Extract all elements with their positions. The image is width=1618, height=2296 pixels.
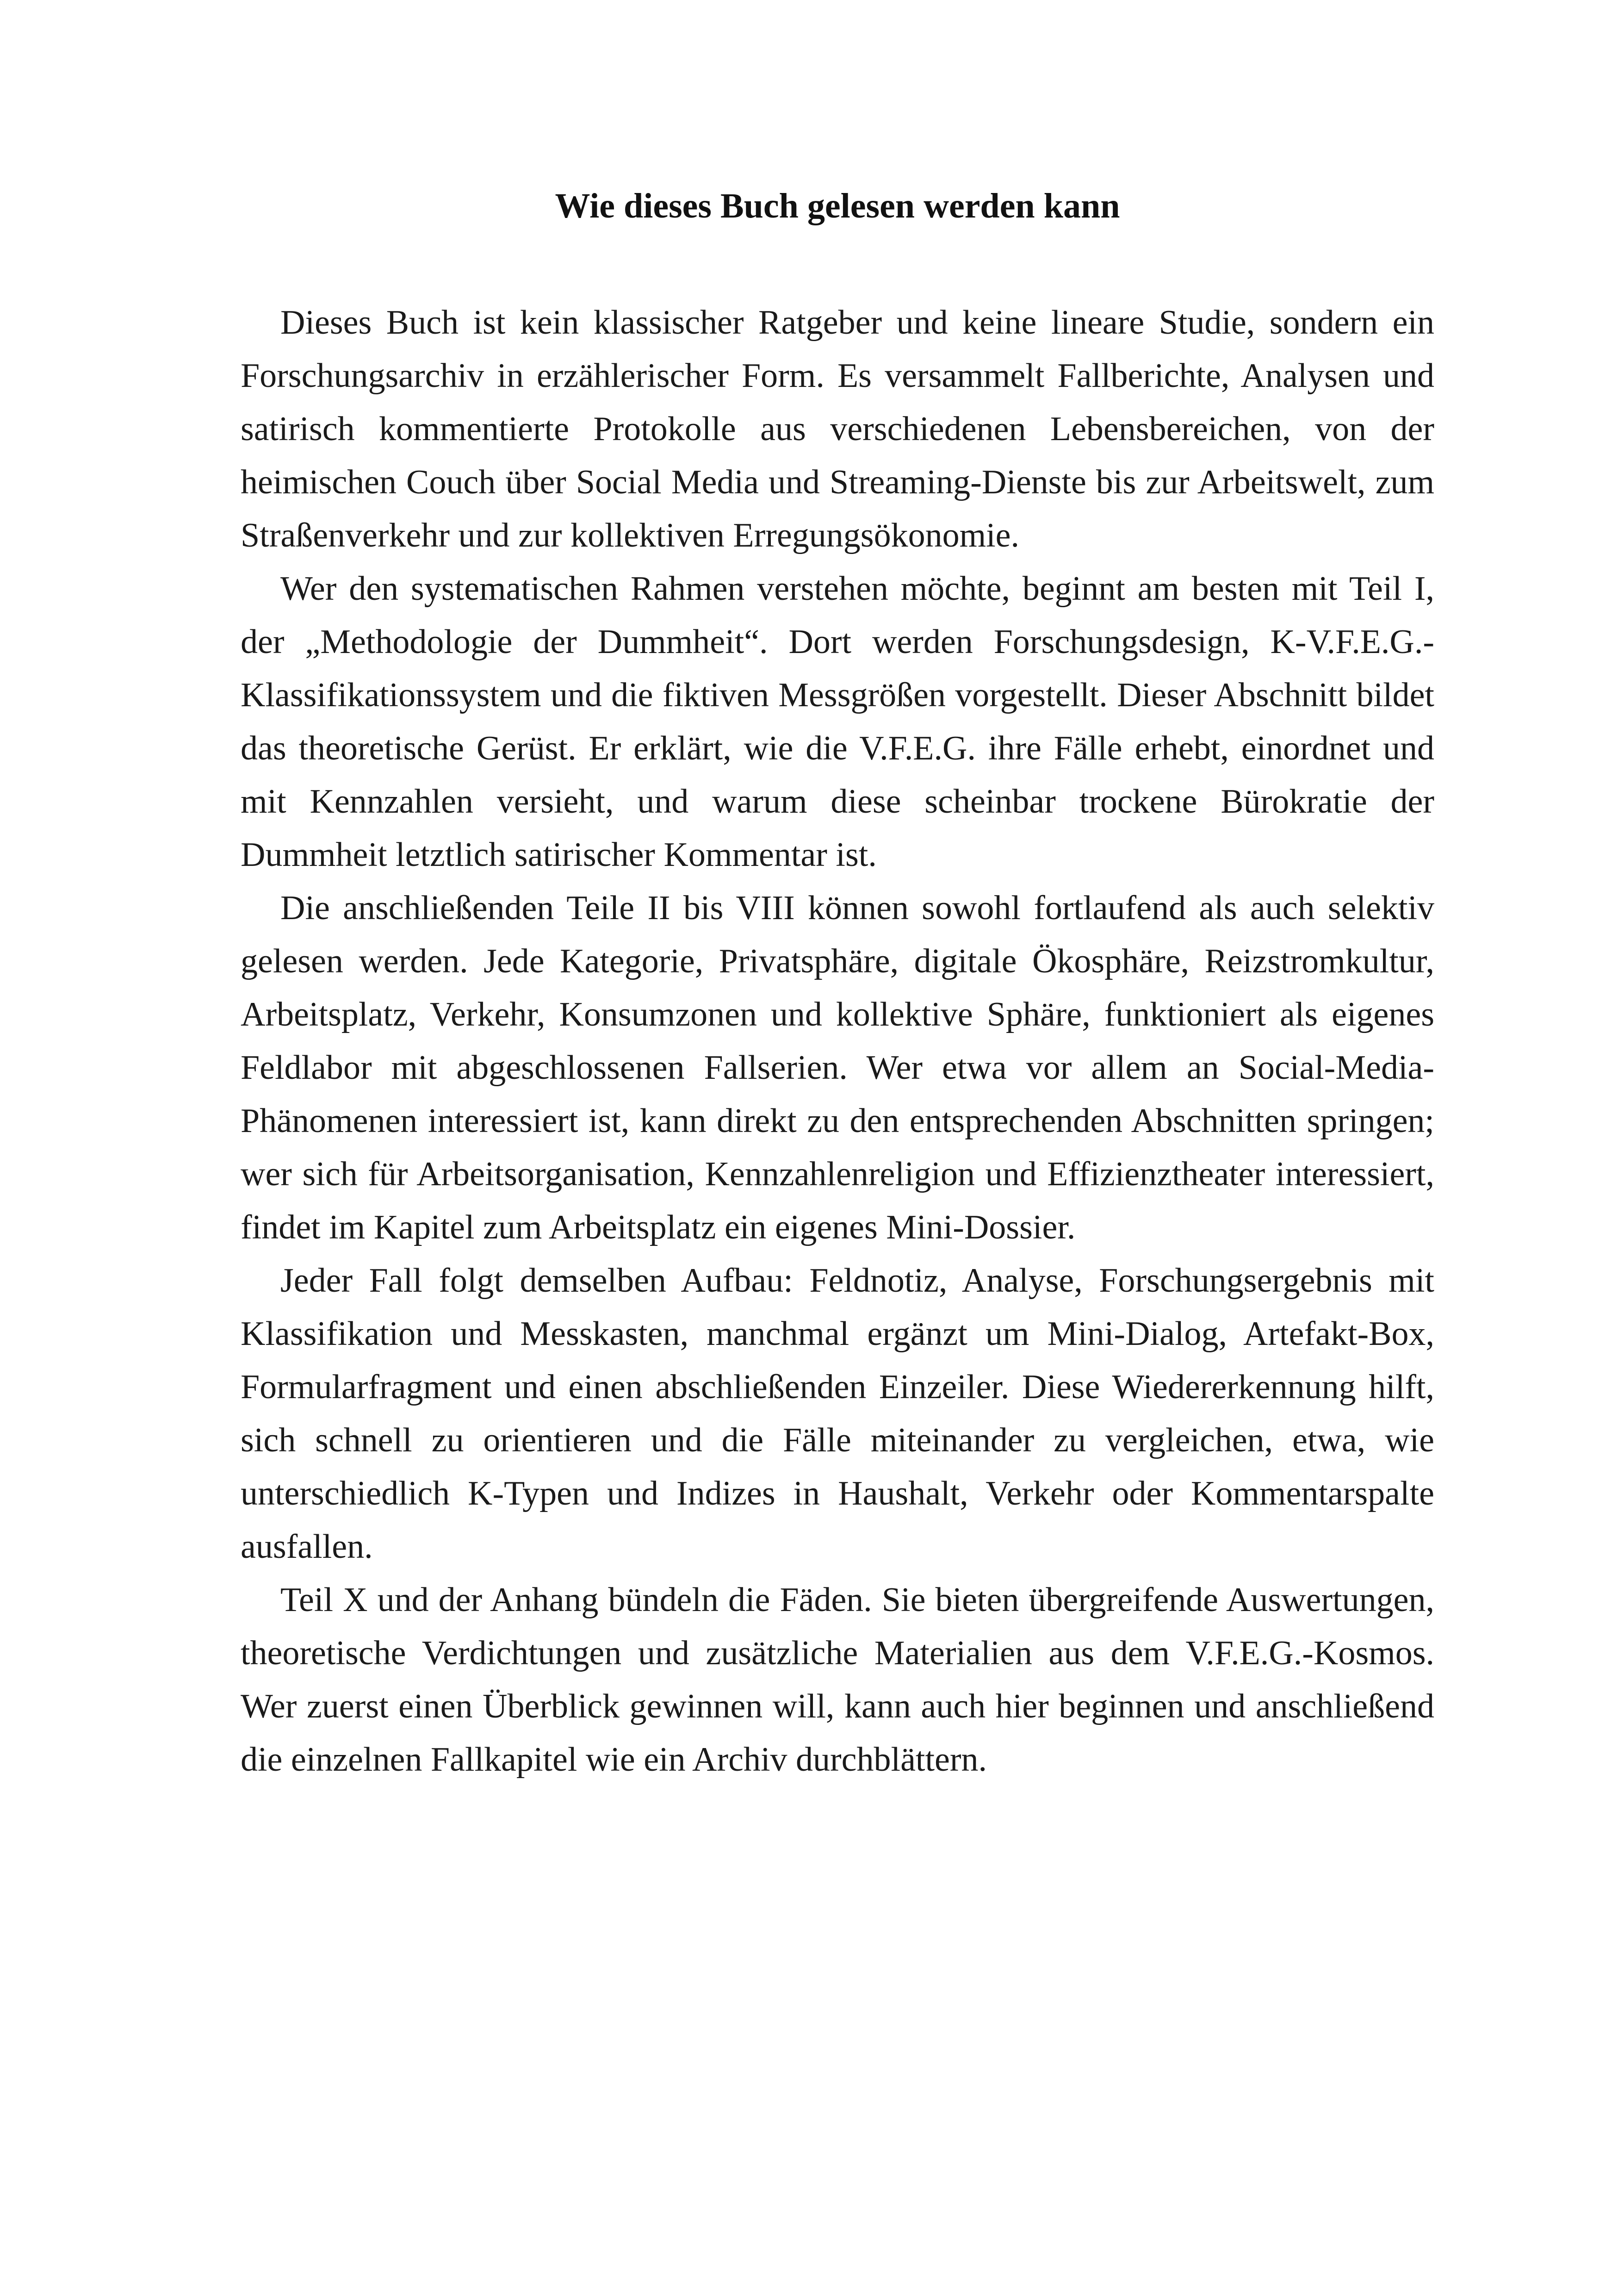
chapter-title: Wie dieses Buch gelesen werden kann [555, 187, 1120, 225]
paragraph-2: Wer den systematischen Rahmen verstehen möchte, beginnt am besten mit Teil I, der „Methodologie der Dummheit“. Dort werden Forschungsdesign, K-V.F.E.G.-Klassifikationssystem und die fiktiven Messgrößen vorgestellt. Dieser Abschnitt bildet das theoretische Gerüst. Er erklärt, wie die V.F.E.G. ihre Fälle erhebt, einordnet und mit Kennzahlen versieht, und warum diese scheinbar trockene Bürokratie der Dummheit letztlich satirischer Kommentar ist. [241, 570, 1434, 874]
paragraph-1: Dieses Buch ist kein klassischer Ratgeber und keine lineare Studie, sondern ein Forschungsarchiv in erzählerischer Form. Es versammelt Fallberichte, Analysen und satirisch kommentierte Protokolle aus verschiedenen Lebensbereichen, von der heimischen Couch über Social Media und Streaming-Dienste bis zur Arbeitswelt, zum Straßenverkehr und zur kollektiven Erregungsökonomie. [241, 304, 1434, 554]
paragraph-3: Die anschließenden Teile II bis VIII können sowohl fortlaufend als auch selektiv gelesen werden. Jede Kategorie, Privatsphäre, digitale Ökosphäre, Reizstromkultur, Arbeitsplatz, Verkehr, Konsumzonen und kollektive Sphäre, funktioniert als eigenes Feldlabor mit abgeschlossenen Fallserien. Wer etwa vor allem an Social-Media-Phänomenen interessiert ist, kann direkt zu den entsprechenden Abschnitten springen; wer sich für Arbeitsorganisation, Kennzahlenreligion und Effizienztheater interessiert, findet im Kapitel zum Arbeitsplatz ein eigenes Mini-Dossier. [241, 889, 1434, 1246]
paragraph-4: Jeder Fall folgt demselben Aufbau: Feldnotiz, Analyse, Forschungsergebnis mit Klassifikation und Messkasten, manchmal ergänzt um Mini-Dialog, Artefakt-Box, Formularfragment und einen abschließenden Einzeiler. Diese Wiedererkennung hilft, sich schnell zu orientieren und die Fälle miteinander zu vergleichen, etwa, wie unterschiedlich K-Typen und Indizes in Haushalt, Verkehr oder Kommentarspalte ausfallen. [241, 1262, 1434, 1566]
body-text [241, 296, 1434, 1786]
paragraph-5: Teil X und der Anhang bündeln die Fäden. Sie bieten übergreifende Auswertungen, theoretische Verdichtungen und zusätzliche Materialien aus dem V.F.E.G.-Kosmos. Wer zuerst einen Überblick gewinnen will, kann auch hier beginnen und anschließend die einzelnen Fallkapitel wie ein Archiv durchblättern. [241, 1581, 1434, 1779]
